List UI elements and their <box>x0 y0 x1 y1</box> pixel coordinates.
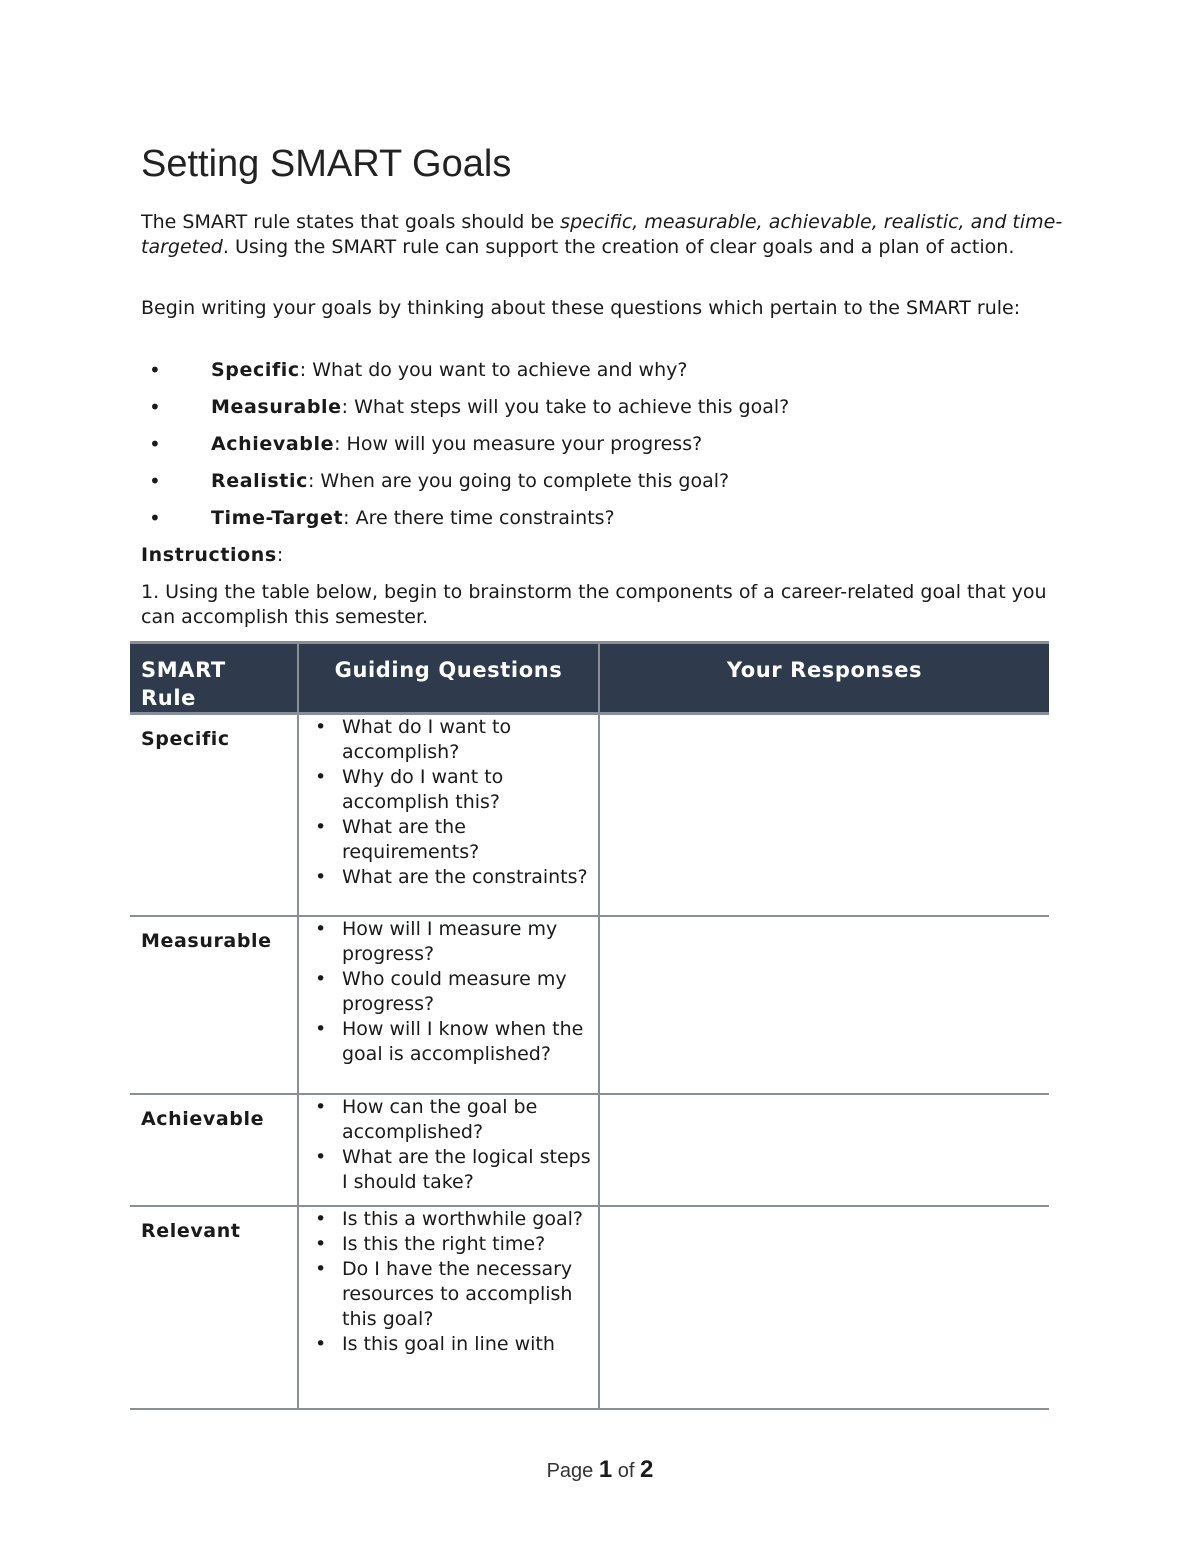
list-item-term: Realistic <box>211 470 308 492</box>
bullet-icon: • <box>149 358 161 382</box>
header-smart-rule: SMART Rule <box>130 643 298 714</box>
smart-goals-table <box>130 641 1049 1410</box>
question-item: • What are the logical steps I should take? <box>299 1145 592 1195</box>
footer-current-page: 1 <box>598 1456 613 1483</box>
table-row <box>130 714 1049 916</box>
question-item: • Is this a worthwhile goal? <box>299 1207 592 1232</box>
intro-paragraph <box>141 210 1071 260</box>
table-row <box>130 916 1049 1094</box>
intro-prefix: The SMART rule states that goals should be <box>141 211 561 233</box>
footer-total-pages: 2 <box>640 1456 654 1483</box>
bullet-icon: • <box>149 506 161 530</box>
question-item: • Is this the right time? <box>299 1232 592 1257</box>
response-cell[interactable] <box>599 1094 1049 1206</box>
instructions-label: Instructions <box>141 544 277 566</box>
question-item: • What are the constraints? <box>299 865 592 890</box>
list-item-term: Specific <box>211 359 300 381</box>
list-item-text: : How will you measure your progress? <box>334 433 703 455</box>
rule-name: Measurable <box>141 929 272 952</box>
page-footer <box>0 1456 1200 1484</box>
rule-cell <box>130 714 298 916</box>
table-row <box>130 1206 1049 1409</box>
list-item-text: : What do you want to achieve and why? <box>299 359 688 381</box>
table-header-row <box>130 643 1049 714</box>
instructions-colon: : <box>276 544 284 566</box>
page-title: Setting SMART Goals <box>141 143 512 185</box>
questions-cell <box>298 916 599 1094</box>
question-item: • Is this goal in line with <box>299 1332 592 1357</box>
question-item: • How will I measure my progress? <box>299 917 592 967</box>
rule-name: Relevant <box>141 1219 241 1242</box>
bullet-icon: • <box>149 395 161 419</box>
footer-page-word: Page <box>546 1460 594 1482</box>
intro-suffix: . Using the SMART rule can support the creation of clear goals and a plan of action. <box>222 236 1015 258</box>
list-item-term: Achievable <box>211 433 335 455</box>
list-item-text: : When are you going to complete this goal? <box>307 470 730 492</box>
questions-cell <box>298 714 599 916</box>
rule-cell <box>130 1206 298 1409</box>
rule-cell <box>130 916 298 1094</box>
bullet-icon: • <box>149 432 161 456</box>
footer-of-word: of <box>617 1460 635 1482</box>
intro-italic-terms: specific, measurable, achievable, realistic, and time-targeted <box>141 211 1063 258</box>
list-item-text: : Are there time constraints? <box>343 507 615 529</box>
questions-cell <box>298 1206 599 1409</box>
header-guiding-questions: Guiding Questions <box>298 643 599 714</box>
response-cell[interactable] <box>599 916 1049 1094</box>
question-item: • Do I have the necessary resources to accomplish this goal? <box>299 1257 592 1332</box>
rule-name: Achievable <box>141 1107 265 1130</box>
list-item-text: : What steps will you take to achieve this goal? <box>341 396 790 418</box>
question-item: • What are the requirements? <box>299 815 592 865</box>
bullet-icon: • <box>149 469 161 493</box>
question-item: • What do I want to accomplish? <box>299 715 592 765</box>
rule-name: Specific <box>141 728 230 750</box>
instruction-step-1: 1. Using the table below, begin to brainstorm the components of a career-related goal that you can accomplish this semester. <box>141 581 1047 628</box>
response-cell[interactable] <box>599 1206 1049 1409</box>
begin-paragraph: Begin writing your goals by thinking about these questions which pertain to the SMART rule: <box>141 297 1021 319</box>
table-row <box>130 1094 1049 1206</box>
header-your-responses: Your Responses <box>599 643 1049 714</box>
question-item: • How can the goal be accomplished? <box>299 1095 592 1145</box>
question-item: • How will I know when the goal is accomplished? <box>299 1017 592 1067</box>
question-item: • Why do I want to accomplish this? <box>299 765 592 815</box>
questions-cell <box>298 1094 599 1206</box>
rule-cell <box>130 1094 298 1206</box>
response-cell[interactable] <box>599 714 1049 916</box>
question-item: • Who could measure my progress? <box>299 967 592 1017</box>
list-item-term: Time-Target <box>211 507 344 529</box>
list-item-term: Measurable <box>211 396 342 418</box>
instructions-heading <box>141 543 283 568</box>
